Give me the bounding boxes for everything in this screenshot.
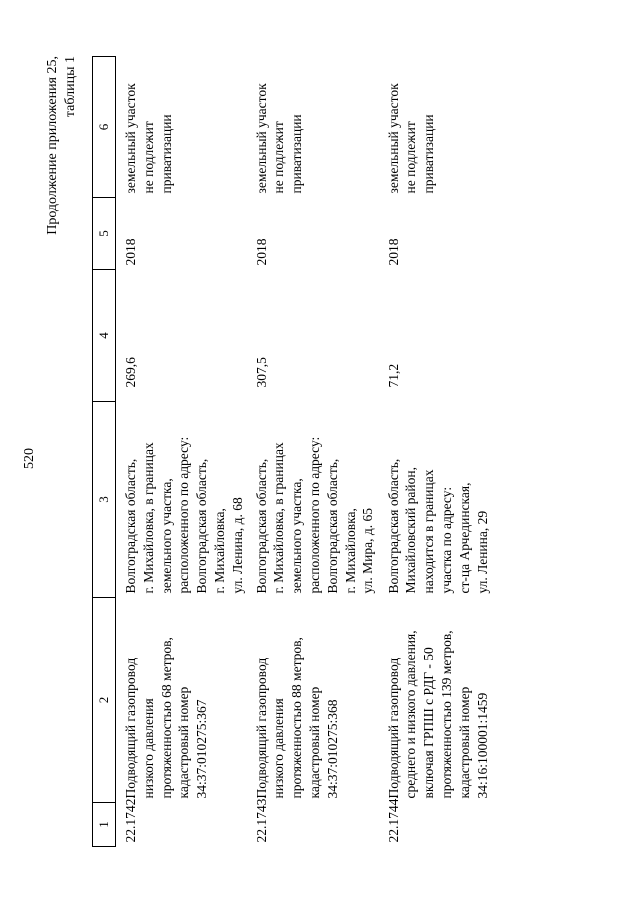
table-row [247,57,379,847]
object-area: 307,5 [253,357,269,388]
table-row [379,57,515,847]
object-area: 269,6 [123,357,138,388]
object-address: Волгоградская область, г. Михайловка, в границах земельного участка, расположенного по адресу: Волгоградская область, г. Михайловка, ул. Мира, д. 65 [253,436,376,594]
header-cell-4: 4 [93,270,116,402]
object-year: 2018 [385,238,401,266]
object-year: 2018 [123,238,138,266]
header-row [93,57,116,847]
header-cell-2: 2 [93,598,116,803]
continuation-line-1: Продолжение приложения 25, [45,56,60,235]
object-area: 71,2 [385,363,401,388]
table-row [116,57,247,847]
row-number: 22.1742. [123,795,138,843]
header-cell-3: 3 [93,402,116,598]
object-note: земельный участок не подлежит приватизации [385,83,437,194]
page-number: 520 [22,448,37,469]
object-address: Волгоградская область, г. Михайловка, в границах земельного участка, расположенного по адресу: Волгоградская область, г. Михайловка, ул. Ленина, д. 68 [123,436,245,594]
property-table [92,56,515,847]
object-name: Подводящий газопровод низкого давления протяженностью 88 метров, кадастровый номер 34:37:010275:368 [253,637,340,799]
continuation-note [44,56,80,235]
object-year: 2018 [253,238,269,266]
object-note: земельный участок не подлежит приватизации [123,83,174,194]
object-name: Подводящий газопровод низкого давления протяженностью 68 метров, кадастровый номер 34:37:010275:367 [123,637,210,799]
header-cell-1: 1 [93,803,116,847]
object-address: Волгоградская область, Михайловский район, находится в границах участка по адресу: ст-ца Арчединская, ул. Ленина, 29 [385,458,490,594]
continuation-line-2: таблицы 1 [63,56,78,118]
header-cell-5: 5 [93,198,116,270]
row-number: 22.1744. [385,795,401,843]
header-cell-6: 6 [93,57,116,198]
row-number: 22.1743. [253,795,269,843]
object-name: Подводящий газопровод среднего и низкого давления, включая ГРПШ с РДГ - 50 протяженностью 139 метров, кадастровый номер 34:16:100001:1459 [385,630,490,799]
object-note: земельный участок не подлежит приватизации [253,83,305,194]
